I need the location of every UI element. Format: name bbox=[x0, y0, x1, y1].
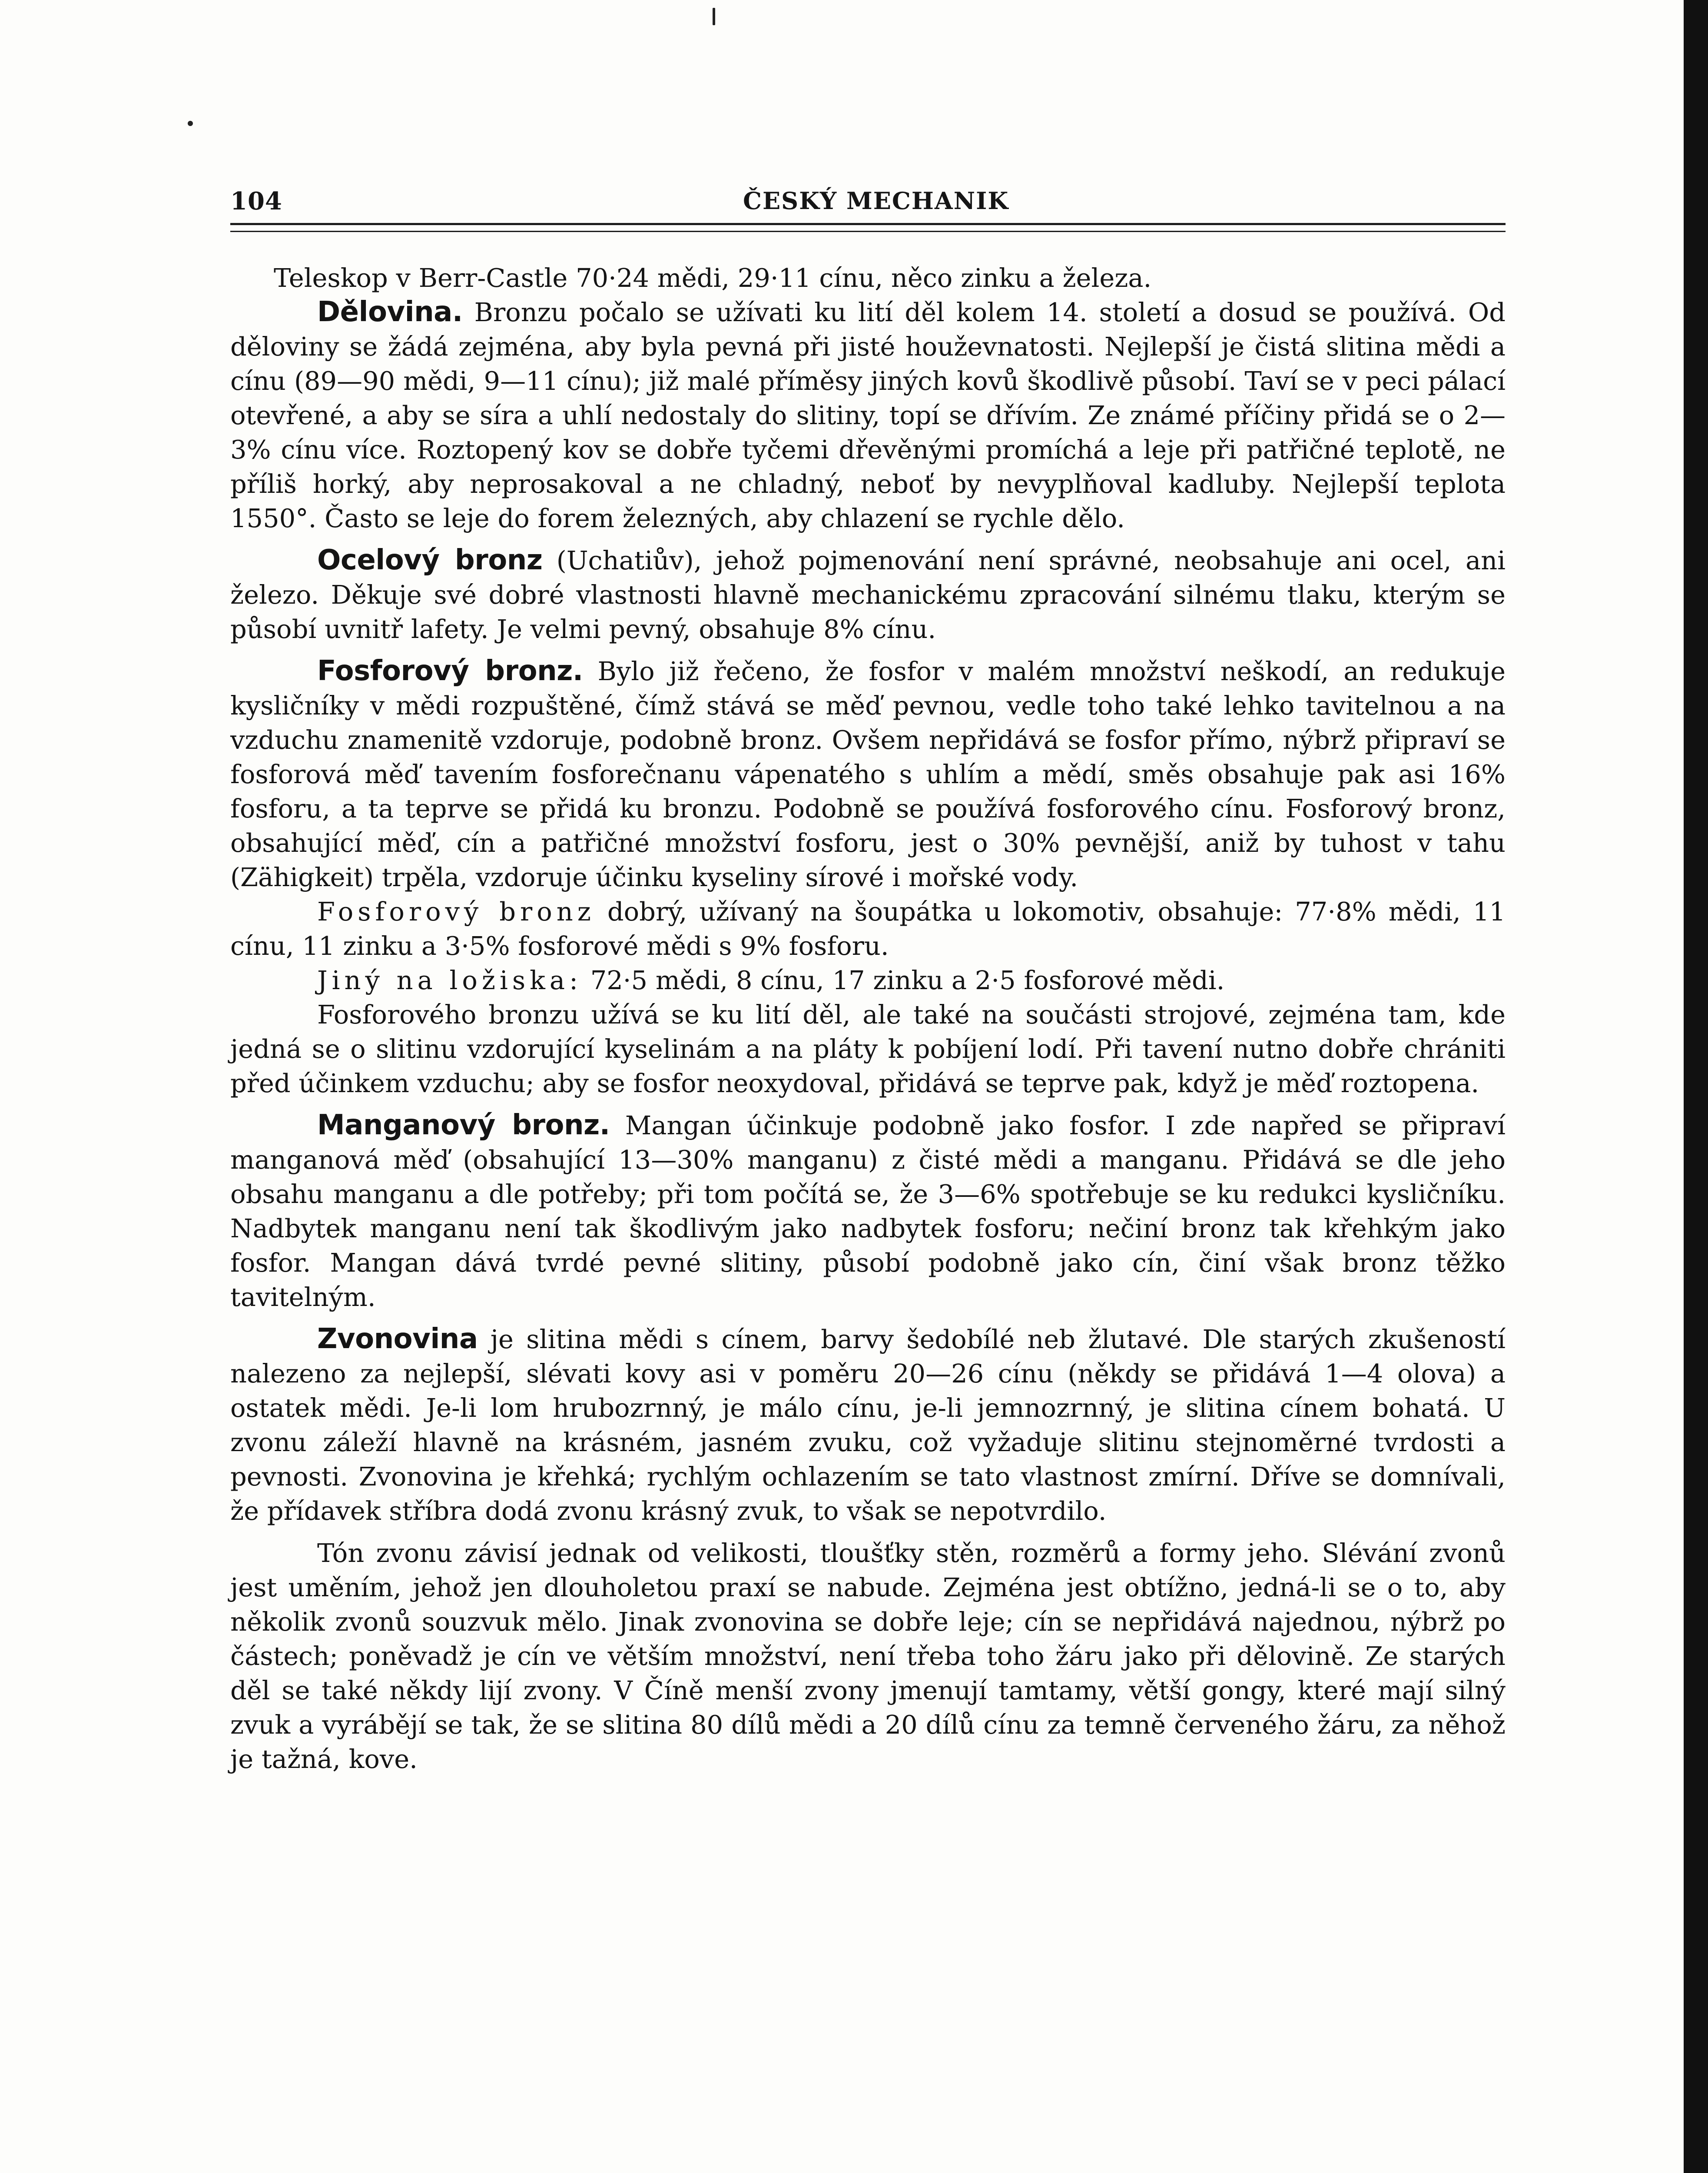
paragraph-text: Mangan účinkuje podobně jako fosfor. I zde napřed se připraví manganová měď (obsahující 13—30% manganu) z čisté mědi a manganu. Přidává se dle jeho obsahu manganu a dle potřeby; při tom počítá se, že 3—6% spotřebuje se ku redukci kysličníku. Nadbytek manganu není tak škodlivým jako nadbytek fosforu; nečiní bronz tak křehkým jako fosfor. Mangan dává tvrdé pevné slitiny, působí podobně jako cín, činí však bronz těžko tavitelným. bbox=[230, 1110, 1506, 1312]
paragraph-text: dobrý, užívaný na šoupátka u lokomotiv, obsahuje: 77·8% mědi, 11 cínu, 11 zinku a 3·5% fosforové mědi s 9% fosforu. bbox=[230, 897, 1506, 961]
paragraph-text: Teleskop v Berr-Castle 70·24 mědi, 29·11 cínu, něco zinku a železa. bbox=[274, 263, 1152, 293]
paragraph-zvonovina bbox=[230, 1322, 1506, 1528]
section-term: Fosforový bronz. bbox=[317, 655, 583, 687]
section-term: Ocelový bronz bbox=[317, 544, 543, 576]
paragraph-text: Fosforového bronzu užívá se ku lití děl, ale také na součásti strojové, zejména tam, kde jedná se o slitinu vzdorující kyselinám a na pláty k pobíjení lodí. Při tavení nutno dobře chrániti před účinkem vzduchu; aby se fosfor neoxydoval, přidává se teprve pak, když je měď roztopena. bbox=[230, 1000, 1506, 1098]
scan-speck bbox=[713, 8, 715, 25]
paragraph-fosforovy-bronz bbox=[230, 654, 1506, 894]
paragraph-fosforovy-dobry bbox=[230, 894, 1506, 963]
scan-speck bbox=[188, 121, 193, 126]
page-number: 104 bbox=[230, 187, 282, 216]
paragraph-jiny-na-loziska bbox=[230, 963, 1506, 997]
paragraph-ocelovy-bronz bbox=[230, 543, 1506, 646]
paragraph-text: Bronzu počalo se užívati ku lití děl kolem 14. století a dosud se používá. Od děloviny se žádá zejména, aby byla pevná při jisté houževnatosti. Nejlepší je čistá slitina mědi a cínu (89—90 mědi, 9—11 cínu); již malé příměsy jiných kovů škodlivě působí. Taví se v peci pálací otevřené, a aby se síra a uhlí nedostaly do slitiny, topí se dřívím. Ze známé příčiny přidá se o 2—3% cínu více. Roztopený kov se dobře tyčemi dřevěnými promíchá a leje při patřičné teplotě, ne příliš horký, aby neprosakoval a ne chladný, neboť by nevyplňoval kadluby. Nejlepší teplota 1550°. Často se leje do forem železných, aby chlazení se rychle dělo. bbox=[230, 297, 1506, 533]
paragraph-manganovy-bronz bbox=[230, 1108, 1506, 1314]
paragraph-text: Tón zvonu závisí jednak od velikosti, tloušťky stěn, rozměrů a formy jeho. Slévání zvonů jest uměním, jehož jen dlouholetou praxí se nabude. Zejména jest obtížno, jedná-li se o to, aby několik zvonů souzvuk mělo. Jinak zvonovina se dobře leje; cín se nepřidává najednou, nýbrž po částech; poněvadž je cín ve větším množství, není třeba toho žáru jako při dělovině. Ze starých děl se také někdy lijí zvony. V Číně menší zvony jmenují tamtamy, větší gongy, které mají silný zvuk a vyrábějí se tak, že se slitina 80 dílů mědi a 20 dílů cínu za temně červeného žáru, za něhož je tažná, kove. bbox=[230, 1538, 1506, 1774]
spaced-term: Jiný na ložiska: bbox=[317, 965, 582, 995]
paragraph-teleskop bbox=[230, 261, 1506, 295]
running-title: ČESKÝ MECHANIK bbox=[743, 187, 1009, 215]
section-term: Dělovina. bbox=[317, 296, 463, 328]
paragraph-text: Bylo již řečeno, že fosfor v malém množství neškodí, an redukuje kysličníky v mědi rozpuštěné, čímž stává se měď pevnou, vedle toho také lehko tavitelnou a na vzduchu znamenitě vzdoruje, podobně bronz. Ovšem nepřidává se fosfor přímo, nýbrž připraví se fosforová měď tavením fosforečnanu vápenatého s uhlím a mědí, směs obsahuje pak asi 16% fosforu, a ta teprve se přidá ku bronzu. Podobně se používá fosforového cínu. Fosforový bronz, obsahující měď, cín a patřičné množství fosforu, jest o 30% pevnější, aniž by tuhost v tahu (Zähigkeit) trpěla, vzdoruje účinku kyseliny sírové i mořské vody. bbox=[230, 656, 1506, 892]
scan-edge-strip bbox=[1684, 0, 1708, 2173]
header-rule bbox=[230, 223, 1506, 225]
section-term: Zvonovina bbox=[317, 1323, 478, 1355]
section-term: Manganový bronz. bbox=[317, 1109, 610, 1141]
paragraph-text: (Uchatiův), jehož pojmenování není správné, neobsahuje ani ocel, ani železo. Děkuje své dobré vlastnosti hlavně mechanickému zpracování silnému tlaku, kterým se působí uvnitř lafety. Je velmi pevný, obsahuje 8% cínu. bbox=[230, 545, 1506, 644]
paragraph-ton-zvonu bbox=[230, 1536, 1506, 1776]
article-body bbox=[230, 261, 1506, 1776]
paragraph-fosforoveho-bronzu bbox=[230, 997, 1506, 1100]
spaced-term: Fosforový bronz bbox=[317, 897, 595, 927]
paragraph-delovina bbox=[230, 295, 1506, 535]
header-rule-thin bbox=[230, 231, 1506, 232]
paragraph-text: 72·5 mědi, 8 cínu, 17 zinku a 2·5 fosforové mědi. bbox=[582, 965, 1225, 995]
paragraph-text: je slitina mědi s cínem, barvy šedobílé neb žlutavé. Dle starých zkušeností nalezeno za nejlepší, slévati kovy asi v poměru 20—26 cínu (někdy se přidává 1—4 olova) a ostatek mědi. Je-li lom hrubozrnný, je málo cínu, je-li jemnozrnný, je slitina cínem bohatá. U zvonu záleží hlavně na krásném, jasném zvuku, což vyžaduje slitinu stejnoměrné tvrdosti a pevnosti. Zvonovina je křehká; rychlým ochlazením se tato vlastnost zmírní. Dříve se domnívali, že přídavek stříbra dodá zvonu krásný zvuk, to však se nepotvrdilo. bbox=[230, 1324, 1506, 1526]
